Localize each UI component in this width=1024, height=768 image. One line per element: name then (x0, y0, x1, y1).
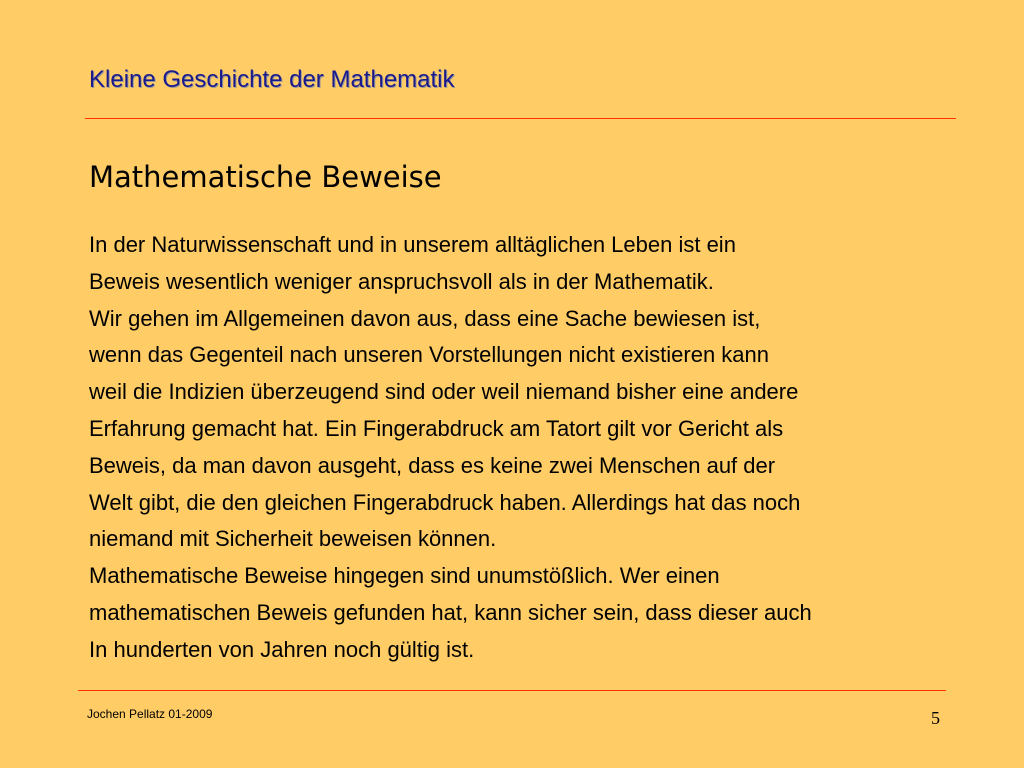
header-divider (85, 118, 956, 119)
page-number: 5 (931, 708, 940, 728)
body-line: Erfahrung gemacht hat. Ein Fingerabdruck am Tatort gilt vor Gericht als (89, 415, 784, 441)
body-line: niemand mit Sicherheit beweisen können. (89, 526, 497, 552)
footer-divider (78, 690, 946, 691)
body-line: weil die Indizien überzeugend sind oder weil niemand bisher eine andere (89, 379, 799, 405)
body-line: wenn das Gegenteil nach unseren Vorstellungen nicht existieren kann (89, 342, 770, 368)
section-heading: Mathematische Beweise (89, 160, 442, 194)
body-line: Welt gibt, die den gleichen Fingerabdruck haben. Allerdings hat das noch (89, 489, 801, 515)
body-text (89, 227, 969, 669)
body-line: Beweis, da man davon ausgeht, dass es keine zwei Menschen auf der (89, 452, 776, 478)
body-line: Mathematische Beweise hingegen sind unumstößlich. Wer einen (89, 563, 720, 589)
body-line: In der Naturwissenschaft und in unserem alltäglichen Leben ist ein (89, 232, 736, 257)
body-line: mathematischen Beweis gefunden hat, kann sicher sein, dass dieser auch (89, 599, 812, 625)
body-line: Beweis wesentlich weniger anspruchsvoll als in der Mathematik. (89, 268, 714, 294)
header-title: Kleine Geschichte der Mathematik (89, 66, 455, 93)
body-line: In hunderten von Jahren noch gültig ist. (89, 636, 475, 662)
footer-author: Jochen Pellatz 01-2009 (87, 707, 213, 721)
body-line: Wir gehen im Allgemeinen davon aus, dass eine Sache bewiesen ist, (89, 305, 761, 331)
